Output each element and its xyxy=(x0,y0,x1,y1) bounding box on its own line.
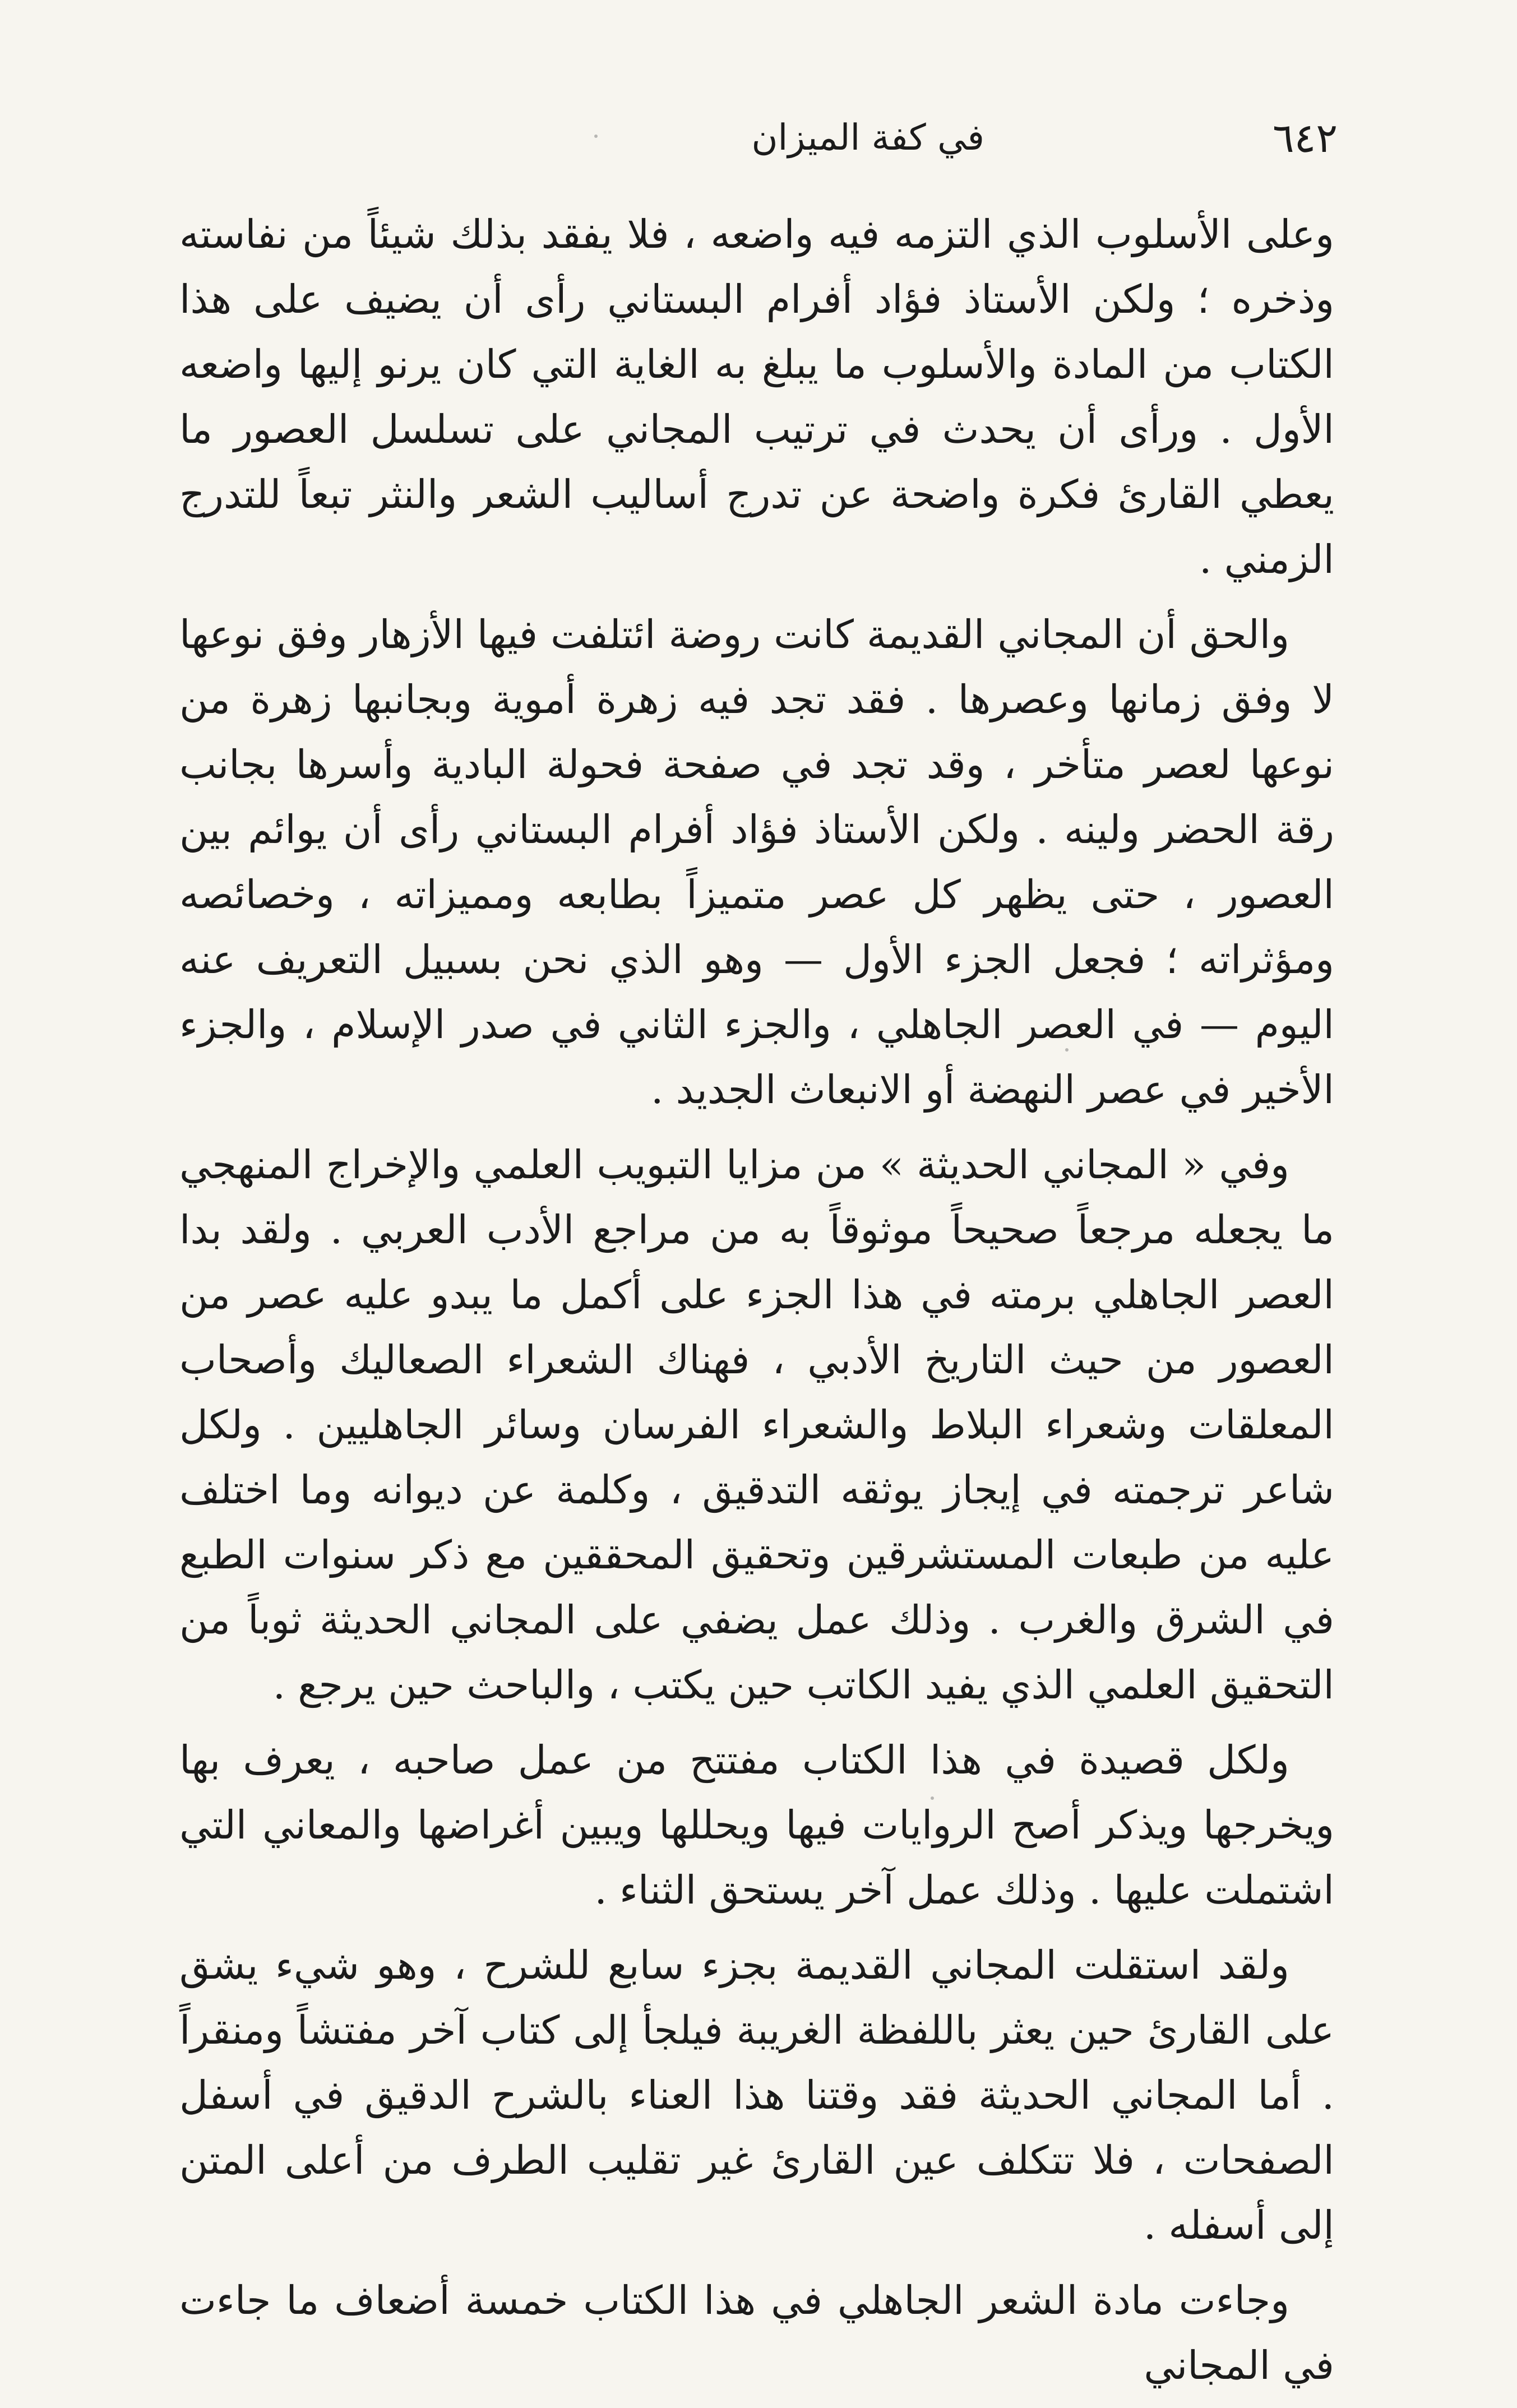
body-text xyxy=(179,202,1334,2408)
paper-speck xyxy=(1065,1048,1069,1052)
paragraph-2: والحق أن المجاني القديمة كانت روضة ائتلفت فيها الأزهار وفق نوعها لا وفق زمانها وعصرها . فقد تجد فيه زهرة أموية وبجانبها زهرة من نوعها لعصر متأخر ، وقد تجد في صفحة فحولة البادية وأسرها بجانب رقة الحضر ولينه . ولكن الأستاذ فؤاد أفرام البستاني رأى أن يوائم بين العصور ، حتى يظهر كل عصر متميزاً بطابعه ومميزاته ، وخصائصه ومؤثراته ؛ فجعل الجزء الأول — وهو الذي نحن بسبيل التعريف عنه اليوم — في العصر الجاهلي ، والجزء الثاني في صدر الإسلام ، والجزء الأخير في عصر النهضة أو الانبعاث الجديد . xyxy=(179,612,1334,1113)
paragraph-4: ولكل قصيدة في هذا الكتاب مفتتح من عمل صاحبه ، يعرف بها ويخرجها ويذكر أصح الروايات فيها ويحللها ويبين أغراضها والمعاني التي اشتملت عليها . وذلك عمل آخر يستحق الثناء . xyxy=(179,1737,1334,1913)
running-title: في كفة الميزان xyxy=(751,117,984,159)
paper-speck xyxy=(594,135,598,138)
running-header xyxy=(179,112,1338,179)
paragraph-5: ولقد استقلت المجاني القديمة بجزء سابع للشرح ، وهو شيء يشق على القارئ حين يعثر باللفظة الغريبة فيلجأ إلى كتاب آخر مفتشاً ومنقراً . أما المجاني الحديثة فقد وقتنا هذا العناء بالشرح الدقيق في أسفل الصفحات ، فلا تتكلف عين القارئ غير تقليب الطرف من أعلى المتن إلى أسفله . xyxy=(179,1942,1334,2248)
paragraph-3: وفي « المجاني الحديثة » من مزايا التبويب العلمي والإخراج المنهجي ما يجعله مرجعاً صحيحاً موثوقاً به من مراجع الأدب العربي . ولقد بدا العصر الجاهلي برمته في هذا الجزء على أكمل ما يبدو عليه عصر من العصور من حيث التاريخ الأدبي ، فهناك الشعراء الصعاليك وأصحاب المعلقات وشعراء البلاط والشعراء الفرسان وسائر الجاهليين . ولكل شاعر ترجمته في إيجاز يوثقه التدقيق ، وكلمة عن ديوانه وما اختلف عليه من طبعات المستشرقين وتحقيق المحققين مع ذكر سنوات الطبع في الشرق والغرب . وذلك عمل يضفي على المجاني الحديثة ثوباً من التحقيق العلمي الذي يفيد الكاتب حين يكتب ، والباحث حين يرجع . xyxy=(179,1142,1334,1708)
paper-speck xyxy=(931,1796,934,1800)
paragraph-6: وجاءت مادة الشعر الجاهلي في هذا الكتاب خمسة أضعاف ما جاءت في المجاني xyxy=(179,2277,1334,2388)
paragraph-1: وعلى الأسلوب الذي التزمه فيه واضعه ، فلا يفقد بذلك شيئاً من نفاسته وذخره ؛ ولكن الأستاذ فؤاد أفرام البستاني رأى أن يضيف على هذا الكتاب من المادة والأسلوب ما يبلغ به الغاية التي كان يرنو إليها واضعه الأول . ورأى أن يحدث في ترتيب المجاني على تسلسل العصور ما يعطي القارئ فكرة واضحة عن تدرج أساليب الشعر والنثر تبعاً للتدرج الزمني . xyxy=(179,211,1334,582)
page-number: ٦٤٢ xyxy=(1272,114,1338,161)
